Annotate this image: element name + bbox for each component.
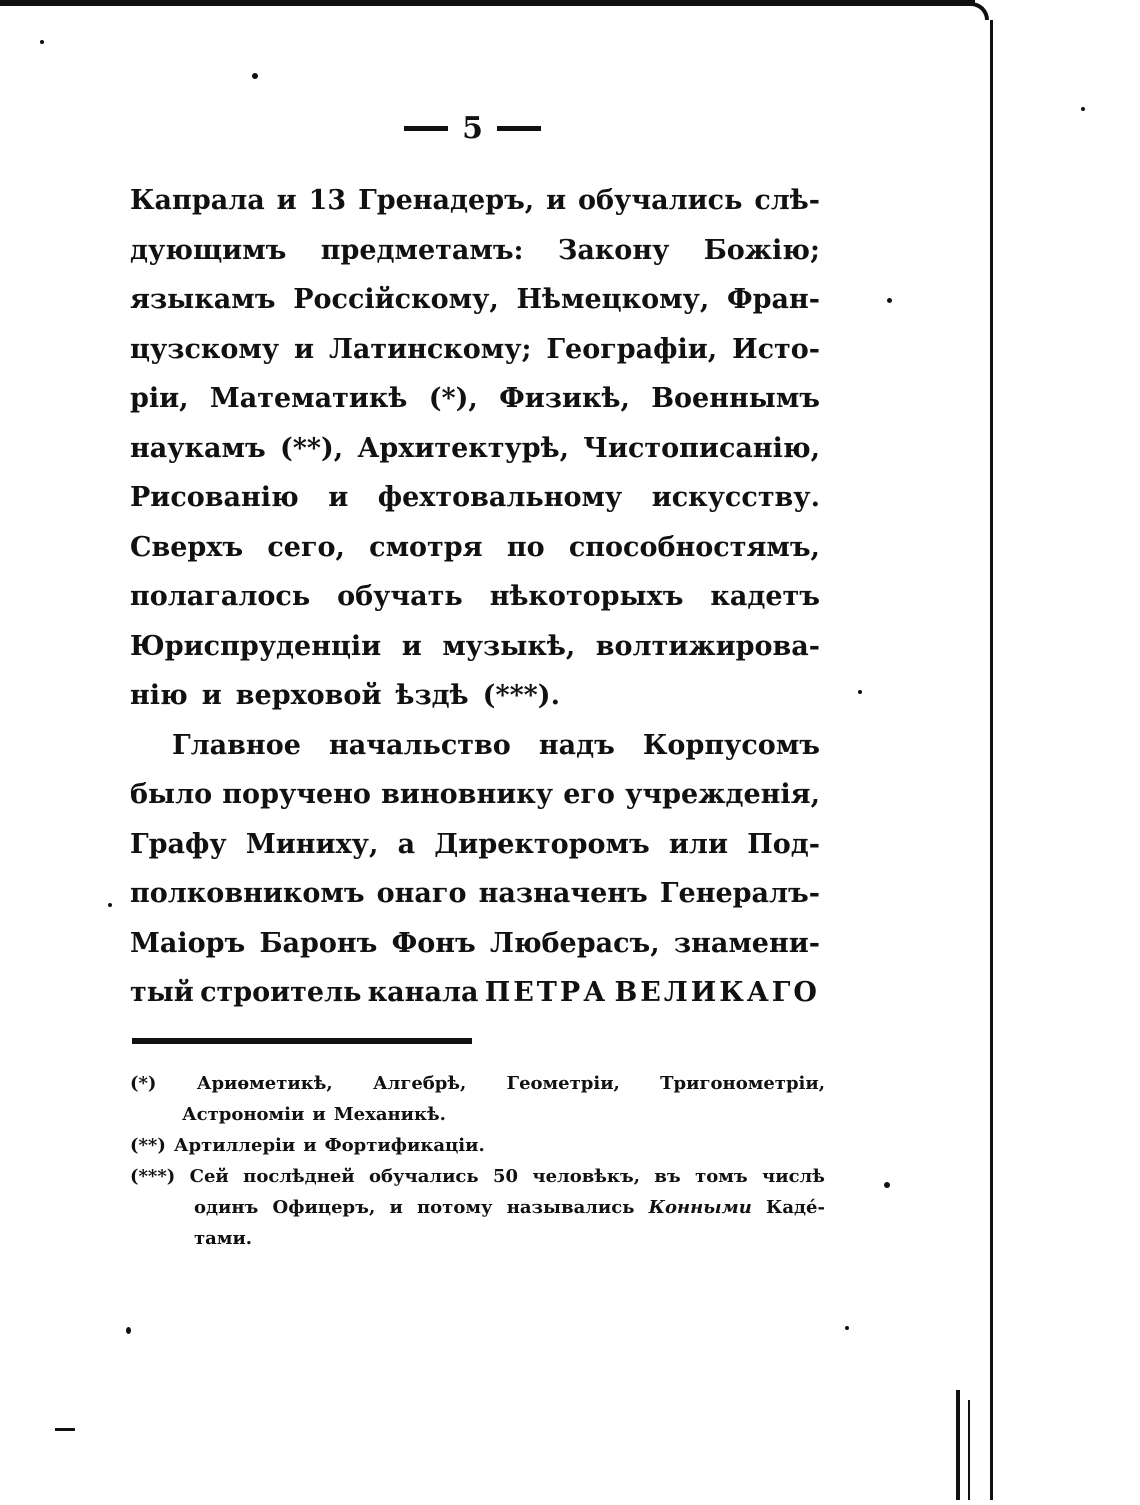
text-line bbox=[130, 968, 820, 1018]
text-line bbox=[130, 622, 820, 672]
footnote-word: Тригонометріи, bbox=[660, 1073, 825, 1094]
text-word: а bbox=[397, 828, 416, 860]
footnote-marker: (***) bbox=[130, 1166, 176, 1187]
text-word: Капрала bbox=[130, 185, 265, 216]
text-word: смотря bbox=[369, 531, 483, 563]
text-word: нѣкоторыхъ bbox=[489, 581, 684, 612]
footnote-word: Алгебрѣ, bbox=[372, 1073, 467, 1094]
footnote-line bbox=[130, 1192, 825, 1223]
footnote-word: и bbox=[312, 1104, 326, 1125]
footnote-word: Геометріи, bbox=[506, 1073, 620, 1094]
text-word: полковникомъ bbox=[130, 878, 365, 909]
text-word: виновнику bbox=[381, 779, 554, 810]
page-header bbox=[380, 108, 565, 148]
text-word: Россійскому, bbox=[293, 284, 499, 315]
scan-top-edge bbox=[0, 0, 975, 6]
text-word: Чистописанію, bbox=[583, 432, 820, 464]
text-word: слѣ- bbox=[754, 185, 820, 216]
footnote-word: и bbox=[389, 1197, 403, 1218]
footnote-line bbox=[130, 1130, 825, 1161]
text-word: Гренадеръ, bbox=[358, 185, 535, 216]
footnote-word: Астрономіи bbox=[182, 1104, 305, 1125]
footnote-word: тами. bbox=[194, 1228, 253, 1249]
text-word: 13 bbox=[308, 185, 347, 216]
text-word: языкамъ bbox=[130, 284, 276, 315]
text-word: Закону bbox=[557, 234, 670, 266]
text-word: Исто- bbox=[732, 333, 820, 365]
text-word: Под- bbox=[747, 828, 820, 860]
main-text bbox=[130, 176, 820, 1018]
text-word: и bbox=[294, 333, 315, 365]
text-line bbox=[130, 671, 820, 721]
text-word: строитель bbox=[200, 977, 362, 1008]
text-line bbox=[130, 374, 820, 424]
text-word: полагалось bbox=[130, 581, 311, 612]
text-word: канала bbox=[367, 977, 479, 1008]
scan-speck bbox=[40, 40, 44, 44]
footnote-word: назывались bbox=[506, 1197, 635, 1218]
text-word: и bbox=[401, 630, 422, 662]
footnote-line bbox=[130, 1099, 825, 1130]
scan-binding-line bbox=[956, 1390, 960, 1500]
text-line bbox=[130, 919, 820, 969]
text-word: надъ bbox=[538, 729, 615, 761]
text-line bbox=[130, 424, 820, 474]
text-word: Божію; bbox=[703, 234, 820, 266]
text-line bbox=[130, 473, 820, 523]
footnote-word: Конными bbox=[648, 1197, 752, 1218]
text-word: начальство bbox=[328, 729, 511, 761]
scan-binding-line bbox=[968, 1400, 970, 1500]
footnote-rule bbox=[132, 1038, 472, 1044]
text-line bbox=[130, 523, 820, 573]
text-word: поручено bbox=[222, 779, 371, 810]
footnotes bbox=[130, 1068, 825, 1254]
text-word: Архитектурѣ, bbox=[357, 432, 570, 464]
text-word: было bbox=[130, 779, 213, 810]
text-word: верховой bbox=[235, 680, 382, 711]
scan-speck bbox=[845, 1326, 849, 1330]
text-word: способностямъ, bbox=[568, 531, 820, 563]
footnote-line bbox=[130, 1223, 825, 1254]
text-word: Сверхъ bbox=[130, 531, 244, 563]
text-word: фехтовальному bbox=[377, 482, 623, 513]
text-word: тый bbox=[130, 977, 194, 1008]
text-word: Военнымъ bbox=[651, 383, 820, 414]
text-word: назначенъ bbox=[478, 878, 648, 909]
footnote-word: Фортификаціи. bbox=[324, 1135, 485, 1156]
text-word: Физикѣ, bbox=[499, 383, 630, 414]
text-word: предметамъ: bbox=[320, 234, 524, 266]
scan-speck bbox=[858, 690, 862, 694]
scan-top-curl bbox=[955, 2, 989, 20]
text-word: ріи, bbox=[130, 383, 189, 414]
text-line bbox=[130, 325, 820, 375]
text-line bbox=[130, 226, 820, 276]
text-word: Маіоръ bbox=[130, 927, 246, 959]
footnote-word: Офицеръ, bbox=[272, 1197, 376, 1218]
footnote-word: Сей bbox=[189, 1166, 229, 1187]
text-word: Юриспруденціи bbox=[130, 630, 382, 662]
text-word: по bbox=[506, 531, 545, 563]
text-line bbox=[130, 869, 820, 919]
scan-speck bbox=[108, 903, 112, 907]
text-word: (***). bbox=[482, 680, 560, 711]
text-word: обучать bbox=[337, 581, 463, 612]
text-word: ѣздѣ bbox=[395, 680, 469, 711]
footnote-word: послѣдней bbox=[243, 1166, 355, 1187]
text-word: Математикѣ bbox=[209, 383, 408, 414]
text-word: Корпусомъ bbox=[642, 729, 820, 761]
header-right-dash bbox=[497, 126, 541, 131]
text-word: его bbox=[563, 779, 615, 810]
text-word: Миниху, bbox=[245, 828, 379, 860]
text-word: Рисованію bbox=[130, 482, 299, 513]
footnote-word: одинъ bbox=[194, 1197, 259, 1218]
text-word: цузскому bbox=[130, 333, 280, 365]
text-word: ПЕТРА bbox=[484, 977, 609, 1008]
text-word: нію bbox=[130, 680, 188, 711]
text-word: (*), bbox=[428, 383, 478, 414]
text-line bbox=[130, 721, 820, 771]
footnote-marker: (**) bbox=[130, 1135, 166, 1156]
scan-speck bbox=[252, 73, 258, 79]
footnote-line bbox=[130, 1161, 825, 1192]
text-word: Фран- bbox=[727, 284, 820, 315]
footnote-line bbox=[130, 1068, 825, 1099]
text-word: Генералъ- bbox=[659, 878, 820, 909]
text-line bbox=[130, 770, 820, 820]
scan-speck bbox=[1081, 107, 1085, 111]
text-word: Люберасъ, bbox=[489, 927, 660, 959]
footnote-word: Механикѣ. bbox=[333, 1104, 446, 1125]
footnote-word: и bbox=[303, 1135, 317, 1156]
text-word: Графу bbox=[130, 828, 227, 860]
text-word: дующимъ bbox=[130, 234, 287, 266]
text-word: искусству. bbox=[651, 482, 820, 513]
scan-speck bbox=[126, 1327, 131, 1334]
footnote-marker: (*) bbox=[130, 1073, 157, 1094]
text-word: Главное bbox=[172, 729, 301, 761]
scan-speck bbox=[887, 298, 892, 303]
page-number: 5 bbox=[462, 110, 483, 146]
text-word: учрежденія, bbox=[625, 779, 820, 810]
text-word: Латинскому; bbox=[328, 333, 532, 365]
text-word: или bbox=[668, 828, 728, 860]
scan-speck bbox=[55, 1428, 75, 1431]
text-word: ВЕЛИКАГО bbox=[614, 977, 820, 1008]
text-word: музыкѣ, bbox=[442, 630, 576, 662]
text-word: кадетъ bbox=[710, 581, 820, 612]
text-word: Нѣмецкому, bbox=[516, 284, 710, 315]
text-word: сего, bbox=[267, 531, 345, 563]
footnote-word: томъ bbox=[695, 1166, 748, 1187]
text-line bbox=[130, 176, 820, 226]
text-word: знамени- bbox=[673, 927, 820, 959]
text-word: и bbox=[276, 185, 297, 216]
footnote-word: 50 bbox=[492, 1166, 519, 1187]
text-word: обучались bbox=[578, 185, 743, 216]
text-word: наукамъ bbox=[130, 432, 266, 464]
text-word: Директоромъ bbox=[434, 828, 650, 860]
scan-right-edge bbox=[990, 20, 993, 1500]
footnote-word: Ариѳметикѣ, bbox=[196, 1073, 333, 1094]
text-word: онаго bbox=[376, 878, 467, 909]
text-word: Фонъ bbox=[391, 927, 476, 959]
text-word: волтижирова- bbox=[595, 630, 820, 662]
footnote-word: потому bbox=[417, 1197, 493, 1218]
header-left-dash bbox=[404, 126, 448, 131]
text-line bbox=[130, 820, 820, 870]
footnote-word: Кадé- bbox=[766, 1197, 825, 1218]
text-word: Баронъ bbox=[259, 927, 378, 959]
text-line bbox=[130, 275, 820, 325]
scan-speck bbox=[884, 1182, 890, 1188]
text-word: и bbox=[546, 185, 567, 216]
text-line bbox=[130, 572, 820, 622]
text-word: Географіи, bbox=[546, 333, 718, 365]
footnote-word: человѣкъ, bbox=[532, 1166, 640, 1187]
text-word: и bbox=[201, 680, 222, 711]
text-word: (**), bbox=[279, 432, 344, 464]
text-word: и bbox=[328, 482, 349, 513]
footnote-word: Артиллеріи bbox=[173, 1135, 296, 1156]
footnote-word: въ bbox=[654, 1166, 681, 1187]
footnote-word: обучались bbox=[369, 1166, 479, 1187]
footnote-word: числѣ bbox=[762, 1166, 825, 1187]
